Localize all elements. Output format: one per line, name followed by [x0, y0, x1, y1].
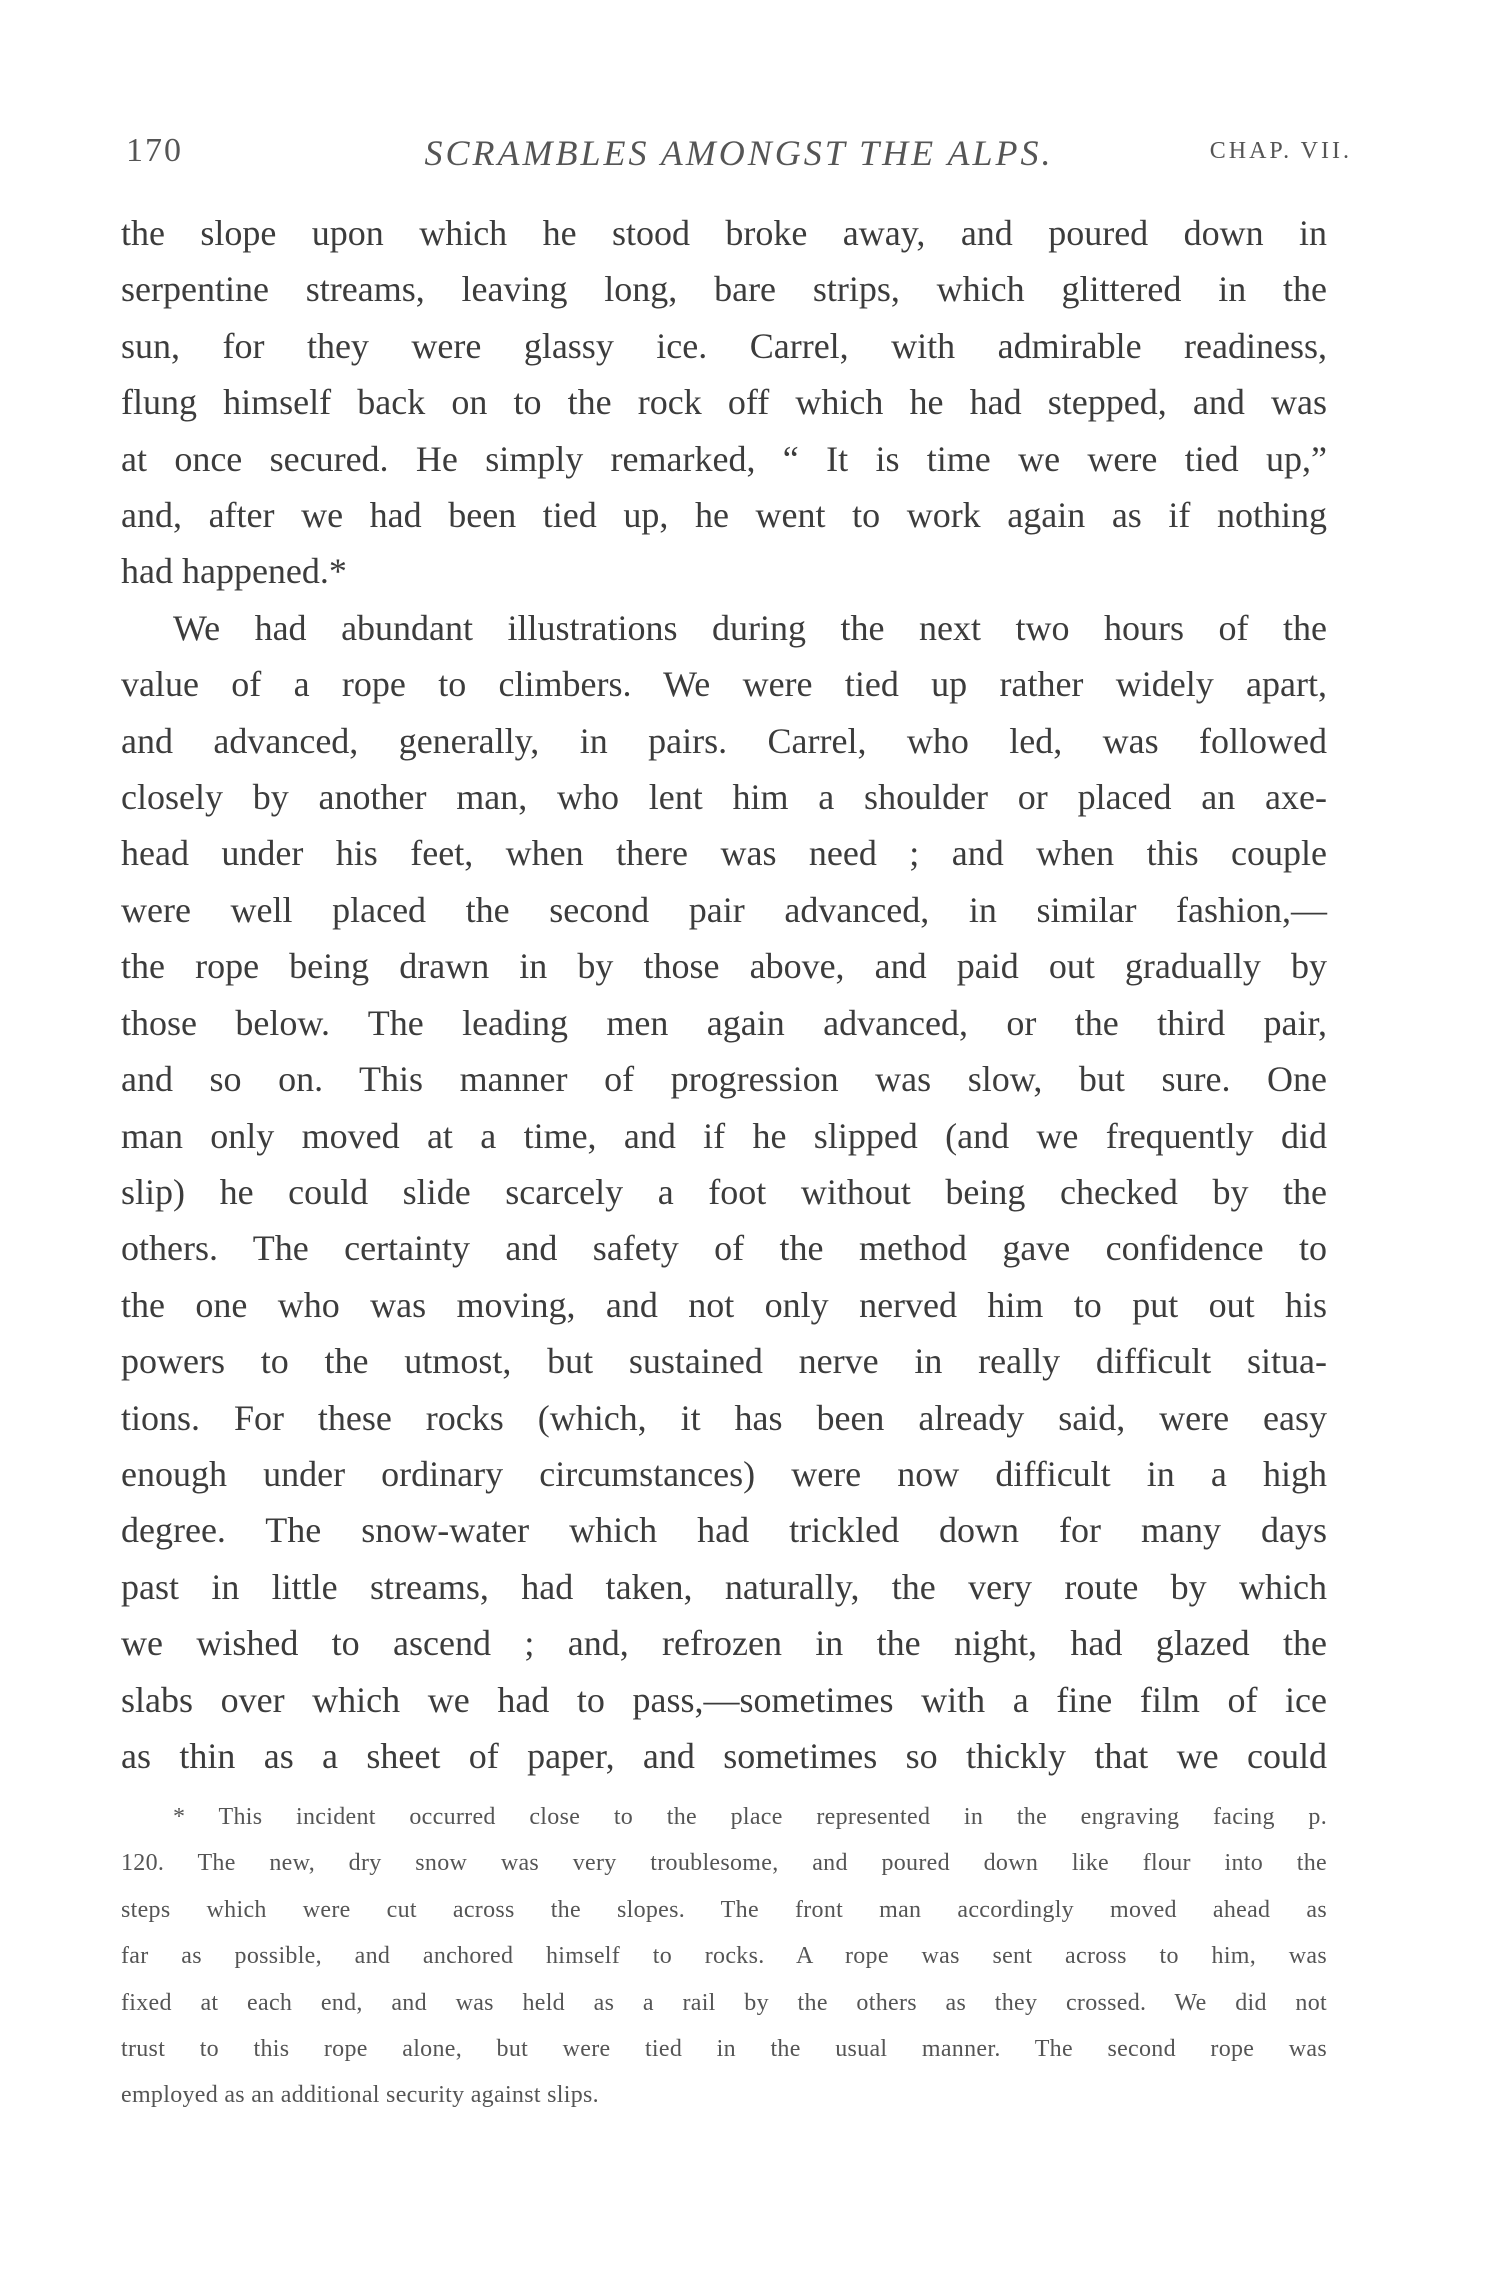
body-line: We had abundant illustrations during the next two hours of the: [173, 607, 1327, 648]
body-line: powers to the utmost, but sustained nerve in really difficult situa-: [121, 1341, 1327, 1382]
body-line: at once secured. He simply remarked, “ It is time we were tied up,”: [121, 438, 1327, 479]
body-line: the one who was moving, and not only nerved him to put out his: [121, 1284, 1327, 1325]
footnote-line: * This incident occurred close to the place represented in the engraving facing p.: [173, 1804, 1327, 1830]
body-line: value of a rope to climbers. We were tied up rather widely apart,: [121, 664, 1327, 705]
body-line: slabs over which we had to pass,—sometimes with a fine film of ice: [121, 1679, 1327, 1720]
body-line: degree. The snow-water which had trickled down for many days: [121, 1510, 1327, 1551]
footnote-line: trust to this rope alone, but were tied in the usual manner. The second rope was: [121, 2036, 1327, 2063]
body-line: and so on. This manner of progression was slow, but sure. One: [121, 1059, 1327, 1100]
footnote-line: employed as an additional security against slips.: [121, 2082, 599, 2109]
page-number: 170: [126, 132, 183, 169]
body-line: head under his feet, when there was need ; and when this couple: [121, 833, 1327, 874]
body-line: and, after we had been tied up, he went to work again as if nothing: [121, 495, 1327, 536]
running-head: [126, 132, 1352, 182]
footnote-line: far as possible, and anchored himself to rocks. A rope was sent across to him, was: [121, 1943, 1327, 1970]
body-line: others. The certainty and safety of the method gave confidence to: [121, 1228, 1327, 1269]
body-line: past in little streams, had taken, naturally, the very route by which: [121, 1566, 1327, 1607]
body-text: [121, 205, 1327, 1784]
body-line: we wished to ascend ; and, refrozen in the night, had glazed the: [121, 1623, 1327, 1664]
body-line: serpentine streams, leaving long, bare strips, which glittered in the: [121, 269, 1327, 310]
footnote-line: 120. The new, dry snow was very troublesome, and poured down like flour into the: [121, 1850, 1327, 1877]
body-line: sun, for they were glassy ice. Carrel, with admirable readiness,: [121, 325, 1327, 366]
body-line: were well placed the second pair advanced, in similar fashion,—: [121, 889, 1327, 930]
body-line: and advanced, generally, in pairs. Carrel, who led, was followed: [121, 720, 1327, 761]
body-line: those below. The leading men again advanced, or the third pair,: [121, 1002, 1327, 1043]
chapter-reference: CHAP. VII.: [1209, 138, 1352, 164]
running-title: SCRAMBLES AMONGST THE ALPS.: [424, 133, 1054, 173]
body-line: as thin as a sheet of paper, and sometimes so thickly that we could: [121, 1735, 1327, 1776]
footnote: [121, 1794, 1327, 2119]
body-line: man only moved at a time, and if he slipped (and we frequently did: [121, 1115, 1327, 1156]
footnote-line: steps which were cut across the slopes. The front man accordingly moved ahead as: [121, 1896, 1327, 1923]
body-line: had happened.*: [121, 551, 347, 592]
body-line: the slope upon which he stood broke away, and poured down in: [121, 213, 1327, 253]
body-line: the rope being drawn in by those above, and paid out gradually by: [121, 946, 1327, 987]
body-line: enough under ordinary circumstances) were now difficult in a high: [121, 1453, 1327, 1494]
body-line: tions. For these rocks (which, it has been already said, were easy: [121, 1397, 1327, 1438]
body-line: closely by another man, who lent him a shoulder or placed an axe-: [121, 777, 1327, 818]
footnote-line: fixed at each end, and was held as a rail by the others as they crossed. We did not: [121, 1989, 1327, 2016]
body-line: slip) he could slide scarcely a foot without being checked by the: [121, 1171, 1327, 1212]
body-line: flung himself back on to the rock off which he had stepped, and was: [121, 382, 1327, 423]
